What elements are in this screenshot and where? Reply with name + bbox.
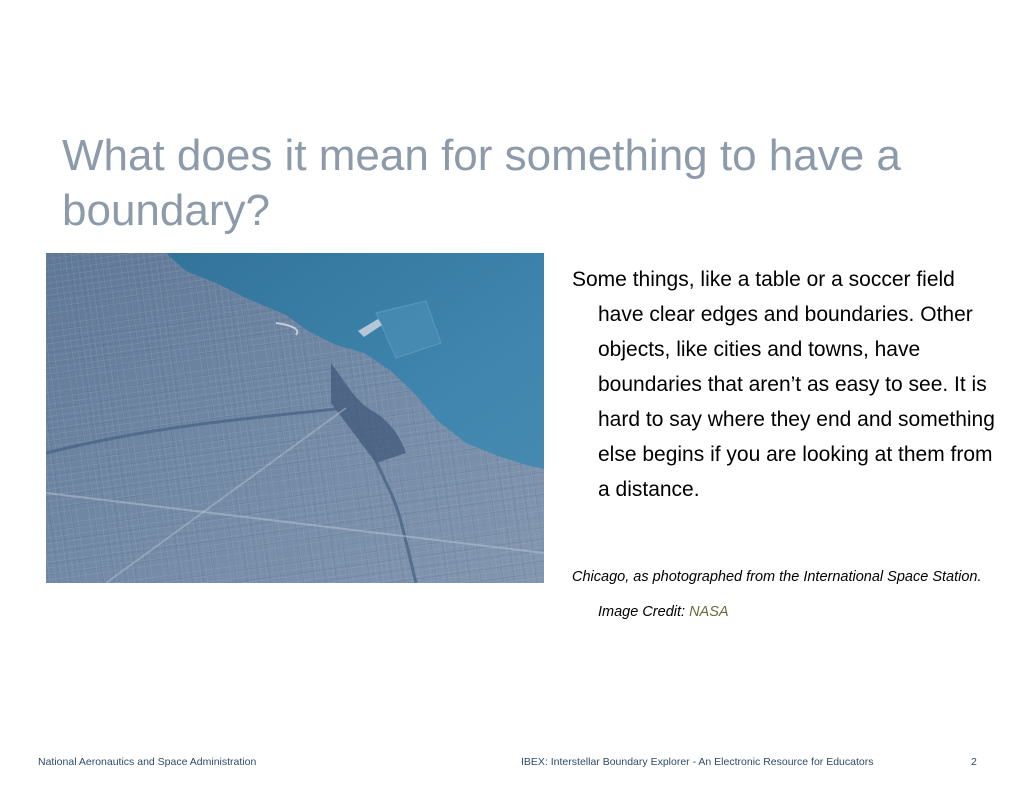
body-paragraph: Some things, like a table or a soccer field have clear edges and boundaries. Other objects, like cities and towns, have boundaries that aren’t as easy to see. It is hard to say where they end and something else begins if you are looking at them from a distance.: [572, 268, 995, 501]
chicago-satellite-photo: [46, 253, 544, 583]
slide-title: What does it mean for something to have a boundary?: [62, 131, 901, 235]
page-number: 2: [971, 756, 977, 768]
nasa-credit-link[interactable]: NASA: [689, 604, 729, 620]
footer-organization: National Aeronautics and Space Administration: [38, 756, 257, 768]
caption-text: Chicago, as photographed from the International Space Station. Image Credit:: [572, 569, 982, 620]
footer-resource-title: IBEX: Interstellar Boundary Explorer - An Electronic Resource for Educators: [521, 756, 874, 768]
image-caption: [572, 560, 998, 630]
